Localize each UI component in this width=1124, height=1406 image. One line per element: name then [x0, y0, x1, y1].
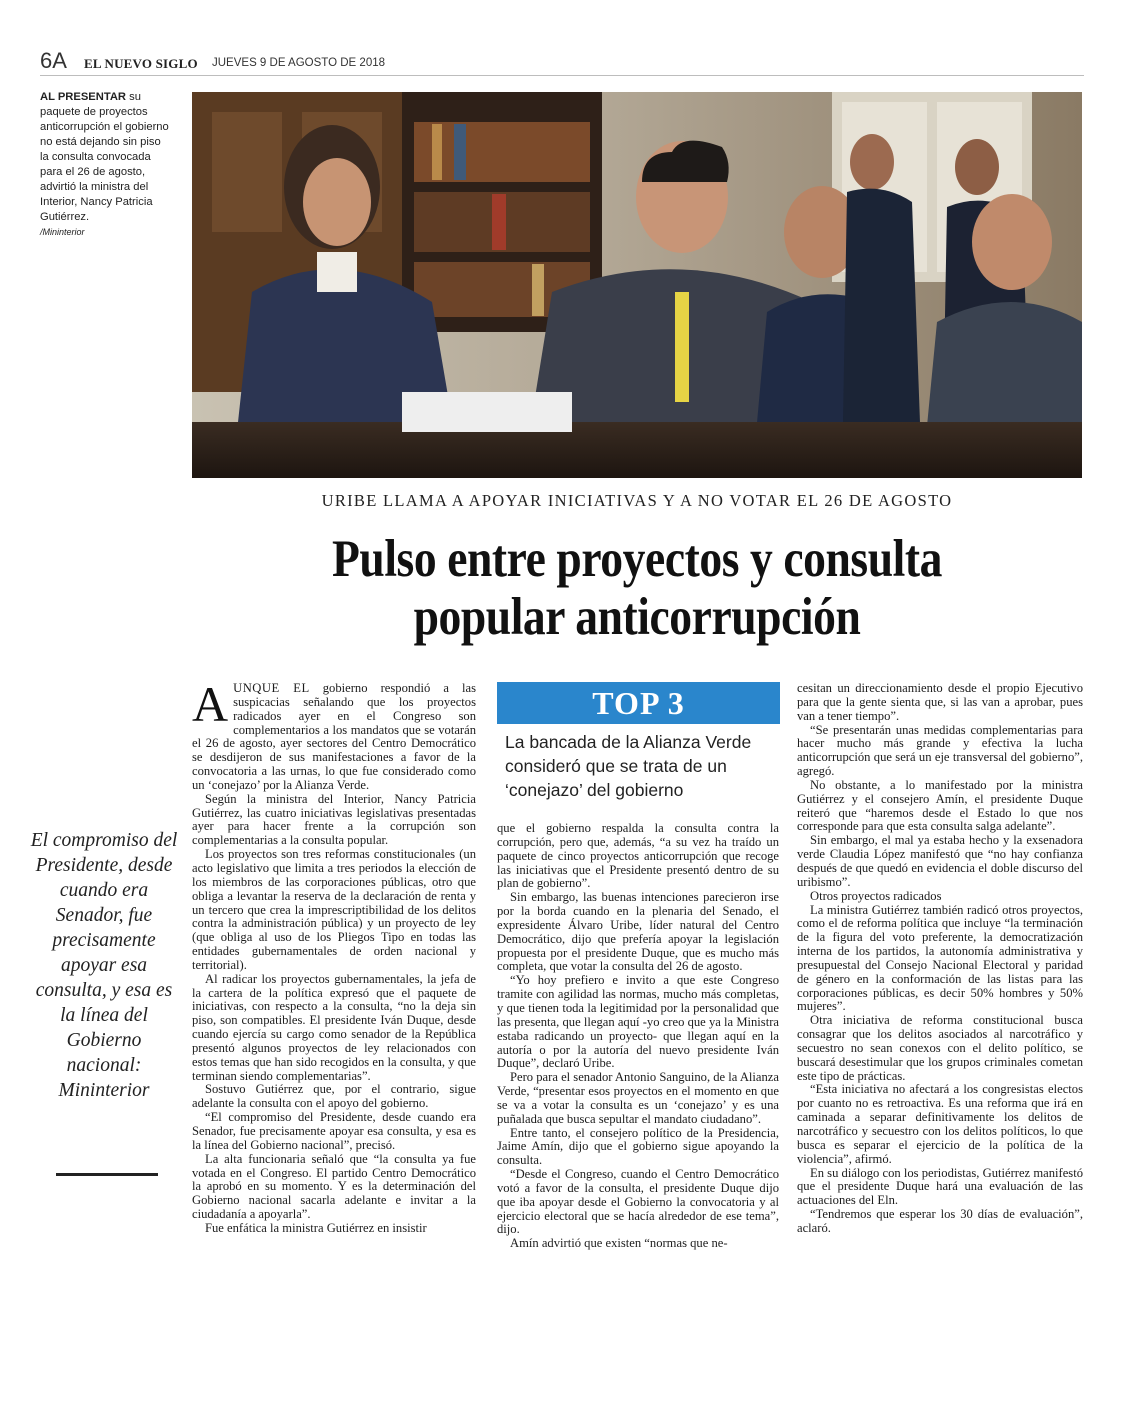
kicker: URIBE LLAMA A APOYAR INICIATIVAS Y A NO VOTAR EL 26 DE AGOSTO [321, 491, 953, 510]
article-paragraph: Sin embargo, el mal ya estaba hecho y la exsenadora verde Claudia López manifestó que “no hay confianza después de que quedó en evidencia el doble discurso del uribismo”. [797, 833, 1083, 889]
article-paragraph: Entre tanto, el consejero político de la Presidencia, Jaime Amín, dijo que el gobierno sigue apoyando la consulta. [497, 1125, 779, 1168]
article-paragraph: “Desde el Congreso, cuando el Centro Democrático votó a favor de la consulta, el presidente Duque dijo que iba apoyar desde el Gobierno la convocatoria y al ejercicio electoral que se hacía alrededor de ese tema”, dijo. [497, 1167, 779, 1237]
news-photo-illustration [192, 92, 1082, 478]
drop-cap: A [192, 676, 229, 732]
article-text: gobierno respondió a las suspicacias señalando que los proyectos radicados ayer en el Congreso son complementarios a los mandatos que se votarán el 26 de agosto, ayer sectores del Centro Democrático se desdijeron de sus manifestaciones a favor de la convocatoria a las urnas, lo que fue considerado como un ‘conejazo’ por la Alianza Verde. [192, 681, 477, 792]
article-paragraph: “El compromiso del Presidente, desde cuando era Senador, fue precisamente apoyar esa consulta, y esa es la línea del Gobierno nacional”, precisó. [192, 1110, 476, 1152]
headline: Pulso entre proyectos y consulta popular anticorrupción [331, 530, 942, 646]
article-paragraph: La alta funcionaria señaló que “la consulta ya fue votada en el Congreso. El partido Centro Democrático la aprobó en su momento. Y es la determinación del Gobierno nacional sacarla adelante e invitar a la ciudadanía a apoyarla”. [192, 1151, 476, 1222]
photo-caption [40, 90, 172, 240]
top3-text: La bancada de la Alianza Verde consideró que se trata de un ‘conejazo’ del gobierno [505, 732, 752, 800]
article-paragraph: En su diálogo con los periodistas, Gutiérrez manifestó que el presidente Duque hará una evaluación de las actuaciones del Eln. [797, 1165, 1083, 1208]
lead-caps: UNQUE EL [233, 681, 310, 695]
article-paragraph: “Tendremos que esperar los 30 días de evaluación”, aclaró. [797, 1207, 1083, 1235]
article-paragraph: Amín advirtió que existen “normas que ne- [510, 1236, 728, 1251]
article-paragraph: “Esta iniciativa no afectará a los congresistas electos por cuanto no es retroactiva. Es una reforma que irá en caminada a separar definitivamente los delitos de narcotráfico y secuestro con los delitos políticos, lo que busca es separar el ejercicio de la política de la violencia”, afirmó. [797, 1082, 1083, 1166]
photo-caption-text: su paquete de proyectos anticorrupción el gobierno no está dejando sin piso la consulta convocada para el 26 de agosto, advirtió la ministra del Interior, Nancy Patricia Gutiérrez. [40, 91, 169, 223]
newspaper-name: EL NUEVO SIGLO [84, 56, 198, 71]
top3-banner [497, 682, 780, 724]
article-column-2 [497, 822, 779, 1251]
top3-title: TOP 3 [592, 685, 685, 721]
article-paragraph: Según la ministra del Interior, Nancy Patricia Gutiérrez, las cuatro iniciativas legislativas presentadas ayer para hacer frente a la corrupción son complementarias a la consulta popular. [192, 791, 476, 848]
page-header [40, 48, 1084, 76]
article-paragraph: Los proyectos son tres reformas constitucionales (un acto legislativo que limita a tres periodos la elección de los miembros de las corporaciones públicas, otro que obliga a levantar la reserva de la declaración de renta y un tercero que crea la imprescriptibilidad de los delitos contra la administración pública) y un proyecto de ley (que obliga al uso de los Pliegos Tipo en todas las entidades gubernamentales de orden nacional y territorial). [192, 847, 476, 972]
article-paragraph: Sostuvo Gutiérrez que, por el contrario, sigue adelante la consulta con el apoyo del gobierno. [192, 1082, 476, 1111]
article-paragraph [192, 676, 477, 793]
page-number: 6A [40, 48, 67, 73]
article-paragraph: Otra iniciativa de reforma constitucional busca consagrar que los delitos asociados al narcotráfico y secuestro no sean conexos con el delito político, se buscará desestimular que los grupos criminales cometan este tipo de prácticas. [797, 1013, 1083, 1083]
pull-quote-rule [56, 1173, 158, 1176]
article-paragraph: Pero para el senador Antonio Sanguino, de la Alianza Verde, “presentar esos proyectos en el momento en que se va a votar la consulta es un ‘conejazo’ y es una puñalada que busca sepultar el mandato ciudadano”. [497, 1070, 779, 1126]
news-photo [192, 92, 1082, 478]
article-paragraph: No obstante, a lo manifestado por la ministra Gutiérrez y el consejero Amín, el presidente Duque reiteró que “haremos desde el Estado lo que nos corresponde para que esta consulta salga adelante”. [797, 777, 1083, 834]
article-paragraph: Fue enfática la ministra Gutiérrez en insistir [205, 1220, 427, 1235]
article-paragraph: que el gobierno respalda la consulta contra la corrupción, pero que, además, “a su vez ha traído un paquete de cinco proyectos anticorrupción que recoge las iniciativas que el Presidente presentó dentro de su plan de gobierno”. [497, 821, 779, 891]
photo-caption-lead: AL PRESENTAR [40, 91, 126, 103]
article-column-3 [797, 682, 1083, 1236]
article-column-1 [192, 676, 477, 1236]
article-paragraph: Sin embargo, las buenas intenciones parecieron irse por la borda cuando en la plenaria del Senado, el expresidente Álvaro Uribe, líder natural del Centro Democrático, dijo que prefería apoyar la legislación propuesta por el presidente Duque, que es mucho más completa, que votar la consulta del 26 de agosto. [497, 890, 779, 974]
article-paragraph: La ministra Gutiérrez también radicó otros proyectos, como el de reforma política que incluye “la terminación de la figura del voto preferente, la democratización interna de los partidos, la autonomía administrativa y presupuestal del Consejo Nacional Electoral y paridad de género en la conformación de las listas para las corporaciones públicas, es decir 50% hombres y 50% mujeres”. [797, 902, 1083, 1014]
photo-credit: /Mininterior [40, 227, 85, 237]
article-paragraph: Al radicar los proyectos gubernamentales, la jefa de la cartera de la política expresó que el paquete de iniciativas, con respecto a la consulta, “no la deja sin piso, son compatibles. El presidente Iván Duque, desde cuando ejercía su cargo como senador de la República presentó algunos proyectos de ley relacionados con estos temas que han sido recogidos en la consulta, y que terminan siendo complementarias”. [192, 971, 476, 1083]
issue-date: JUEVES 9 DE AGOSTO DE 2018 [212, 57, 385, 69]
article-paragraph: “Se presentarán unas medidas complementarias para hacer mucho más grande y efectiva la lucha anticorrupción que será un eje transversal del gobierno”, agregó. [797, 722, 1083, 779]
article-paragraph: cesitan un direccionamiento desde el propio Ejecutivo para que la gente sienta que, si las van a aprobar, pues van a tener tiempo”. [797, 681, 1083, 723]
pull-quote: El compromiso del Presidente, desde cuando era Senador, fue precisamente apoyar esa consulta, y esa es la línea del Gobierno nacional: Mininterior [30, 830, 178, 1101]
article-paragraph: “Yo hoy prefiero e invito a que este Congreso tramite con agilidad las normas, mucho más completas, y que tienen toda la legitimidad por la personalidad que las presenta, que llegan aquí -yo creo que ya la Ministra estaba radicando un proyecto- que llegan aquí en la autoría o por la autoría del nuevo presidente Iván Duque”, declaró Uribe. [497, 973, 779, 1071]
subheading: Otros proyectos radicados [810, 888, 942, 903]
